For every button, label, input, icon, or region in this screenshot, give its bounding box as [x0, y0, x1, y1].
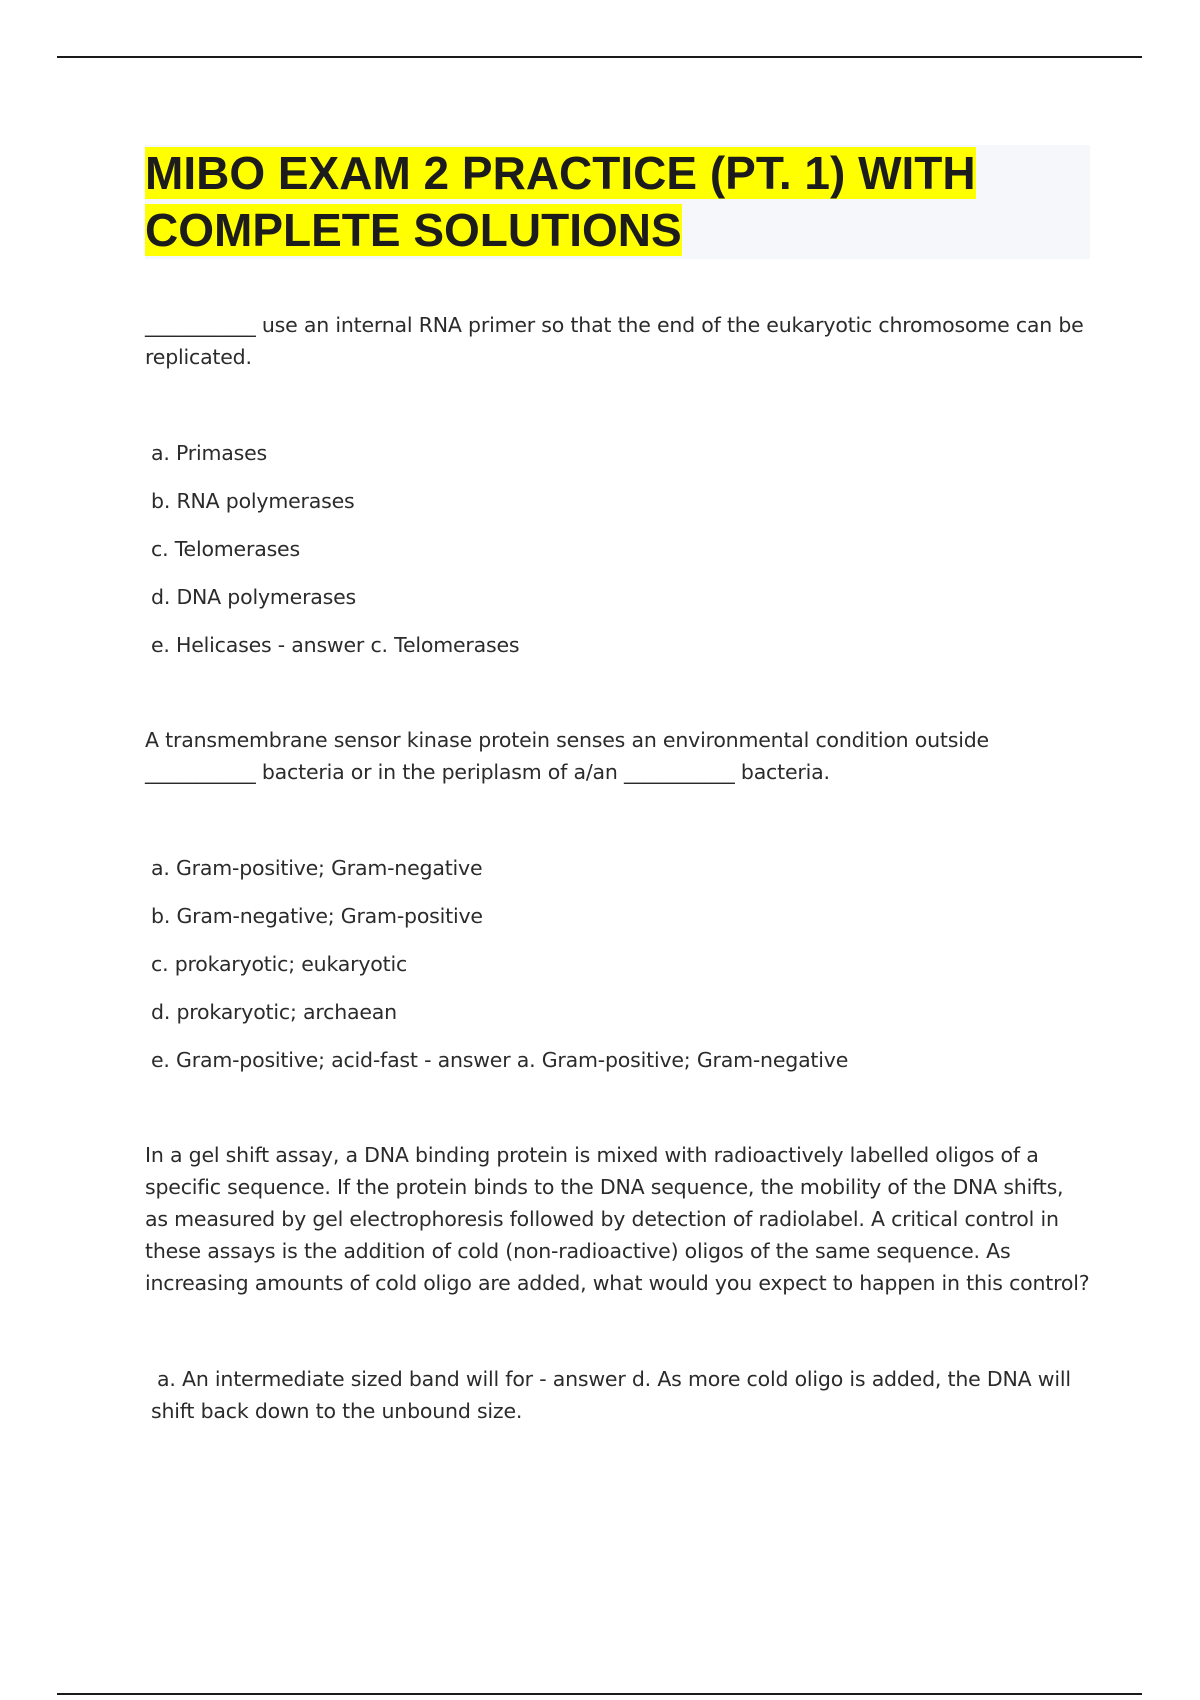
question-3: [145, 1139, 1090, 1427]
question-prompt: ___________ use an internal RNA primer so that the end of the eukaryotic chromosome can be replicated.: [145, 313, 1084, 369]
question-prompt: A transmembrane sensor kinase protein senses an environmental condition outside ___________ bacteria or in the periplasm of a/an ___________ bacteria.: [145, 728, 989, 784]
top-rule: [57, 56, 1142, 58]
title-highlight: MIBO EXAM 2 PRACTICE (PT. 1) WITH COMPLETE SOLUTIONS: [145, 147, 976, 256]
answer-option: a. Primases: [151, 441, 268, 465]
document-page: [145, 145, 1090, 1443]
answer-option: c. Telomerases: [151, 537, 300, 561]
document-title: [145, 145, 1090, 259]
answer-option: c. prokaryotic; eukaryotic: [151, 952, 408, 976]
answer-option: b. RNA polymerases: [151, 489, 355, 513]
answer-option: e. Gram-positive; acid-fast - answer a. Gram-positive; Gram-negative: [151, 1048, 849, 1072]
answer-option: d. DNA polymerases: [151, 585, 357, 609]
title-block: [145, 145, 1090, 259]
answer-option: e. Helicases - answer c. Telomerases: [151, 633, 520, 657]
bottom-rule: [57, 1693, 1142, 1695]
answer-options: [151, 852, 1090, 1076]
answer-option: a. Gram-positive; Gram-negative: [151, 856, 483, 880]
question-1: [145, 309, 1090, 661]
answer-options: [151, 437, 1090, 661]
question-prompt: In a gel shift assay, a DNA binding protein is mixed with radioactively labelled oligos of a specific sequence. If the protein binds to the DNA sequence, the mobility of the DNA shifts, as measured by gel electrophoresis followed by detection of radiolabel. A critical control in these assays is the addition of cold (non-radioactive) oligos of the same sequence. As increasing amounts of cold oligo are added, what would you expect to happen in this control?: [145, 1143, 1090, 1295]
answer-options: [151, 1363, 1090, 1427]
question-2: [145, 724, 1090, 1076]
answer-option: b. Gram-negative; Gram-positive: [151, 904, 483, 928]
answer-option: a. An intermediate sized band will for - answer d. As more cold oligo is added, the DNA will shift back down to the unbound size.: [151, 1367, 1071, 1423]
answer-option: d. prokaryotic; archaean: [151, 1000, 397, 1024]
